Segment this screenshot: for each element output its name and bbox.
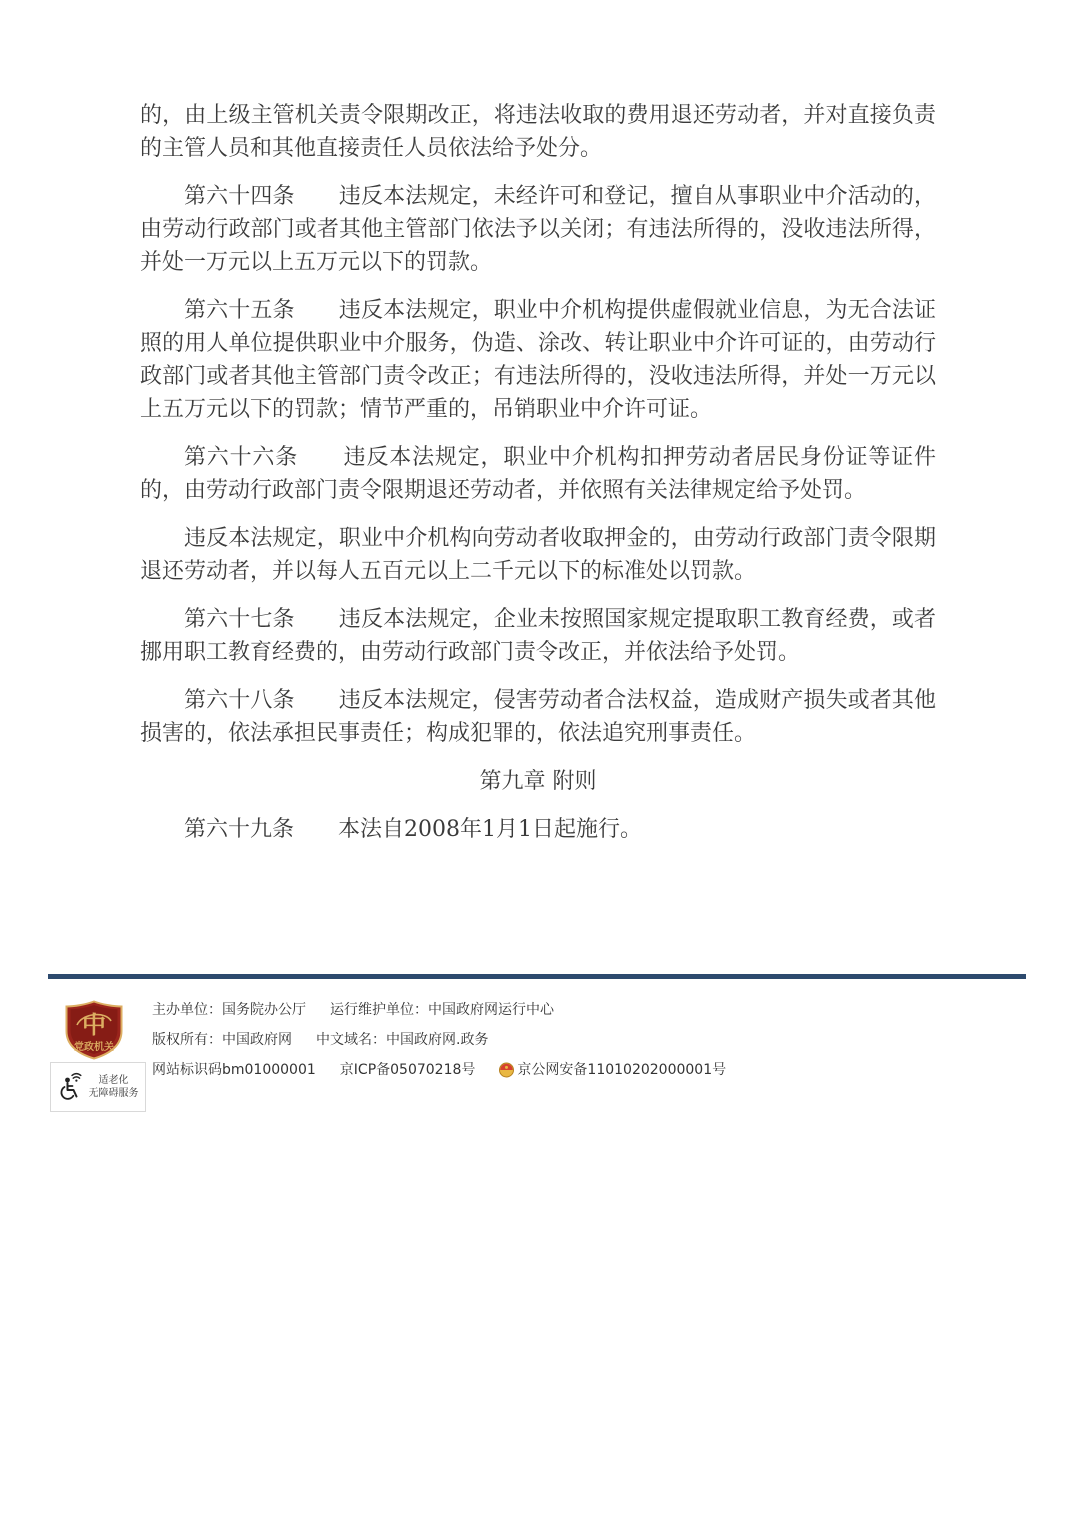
footer-divider: [48, 974, 1026, 979]
law-paragraph-article-64: 第六十四条 违反本法规定，未经许可和登记，擅自从事职业中介活动的，由劳动行政部门或者其他主管部门依法予以关闭；有违法所得的，没收违法所得，并处一万元以上五万元以下的罚款。: [140, 184, 936, 275]
maintenance-unit-label: 运行维护单位：中国政府网运行中心: [330, 1002, 554, 1018]
police-record-link[interactable]: [499, 1061, 726, 1079]
accessibility-service-button[interactable]: [50, 1062, 146, 1112]
svg-text:党政机关: 党政机关: [74, 1042, 114, 1053]
icp-license-link[interactable]: 京ICP备05070218号: [339, 1062, 476, 1078]
gov-shield-icon: [63, 1000, 125, 1060]
law-paragraph-article-69: 第六十九条 本法自2008年1月1日起施行。: [184, 817, 642, 842]
law-text-content: [140, 99, 936, 861]
site-identifier-code: 网站标识码bm01000001: [152, 1062, 316, 1078]
law-paragraph: 的，由上级主管机关责令限期改正，将违法收取的费用退还劳动者，并对直接负责的主管人员和其他直接责任人员依法给予处分。: [140, 103, 936, 161]
law-paragraph-article-66: 第六十六条 违反本法规定，职业中介机构扣押劳动者居民身份证等证件的，由劳动行政部门责令限期退还劳动者，并依照有关法律规定给予处罚。: [140, 445, 936, 503]
law-paragraph-article-66-cont: 违反本法规定，职业中介机构向劳动者收取押金的，由劳动行政部门责令限期退还劳动者，并以每人五百元以上二千元以下的标准处以罚款。: [140, 526, 936, 584]
party-gov-agency-badge[interactable]: [63, 1000, 125, 1060]
footer-info: [152, 1001, 726, 1091]
svg-text:中: 中: [82, 1011, 106, 1039]
host-unit-label: 主办单位：国务院办公厅: [152, 1002, 306, 1018]
law-paragraph-article-67: 第六十七条 违反本法规定，企业未按照国家规定提取职工教育经费，或者挪用职工教育经费的，由劳动行政部门责令改正，并依法给予处罚。: [140, 607, 936, 665]
law-paragraph-article-68: 第六十八条 违反本法规定，侵害劳动者合法权益，造成财产损失或者其他损害的，依法承担民事责任；构成犯罪的，依法追究刑事责任。: [140, 688, 936, 746]
footer-row-organizer: [152, 1001, 726, 1019]
police-badge-icon: [499, 1062, 514, 1078]
chapter-heading: 第九章 附则: [479, 769, 597, 794]
wheelchair-accessibility-icon: [58, 1072, 84, 1102]
police-record-label: 京公网安备11010202000001号: [517, 1062, 727, 1078]
footer-row-licenses: [152, 1061, 726, 1079]
law-paragraph-article-65: 第六十五条 违反本法规定，职业中介机构提供虚假就业信息，为无合法证照的用人单位提供职业中介服务，伪造、涂改、转让职业中介许可证的，由劳动行政部门或者其他主管部门责令改正；有违法所得的，没收违法所得，并处一万元以上五万元以下的罚款；情节严重的，吊销职业中介许可证。: [140, 298, 936, 422]
footer-row-copyright: [152, 1031, 726, 1049]
chinese-domain-label: 中文域名：中国政府网.政务: [316, 1032, 489, 1048]
copyright-label: 版权所有：中国政府网: [152, 1032, 292, 1048]
accessibility-service-label: 适老化 无障碍服务: [88, 1075, 139, 1099]
